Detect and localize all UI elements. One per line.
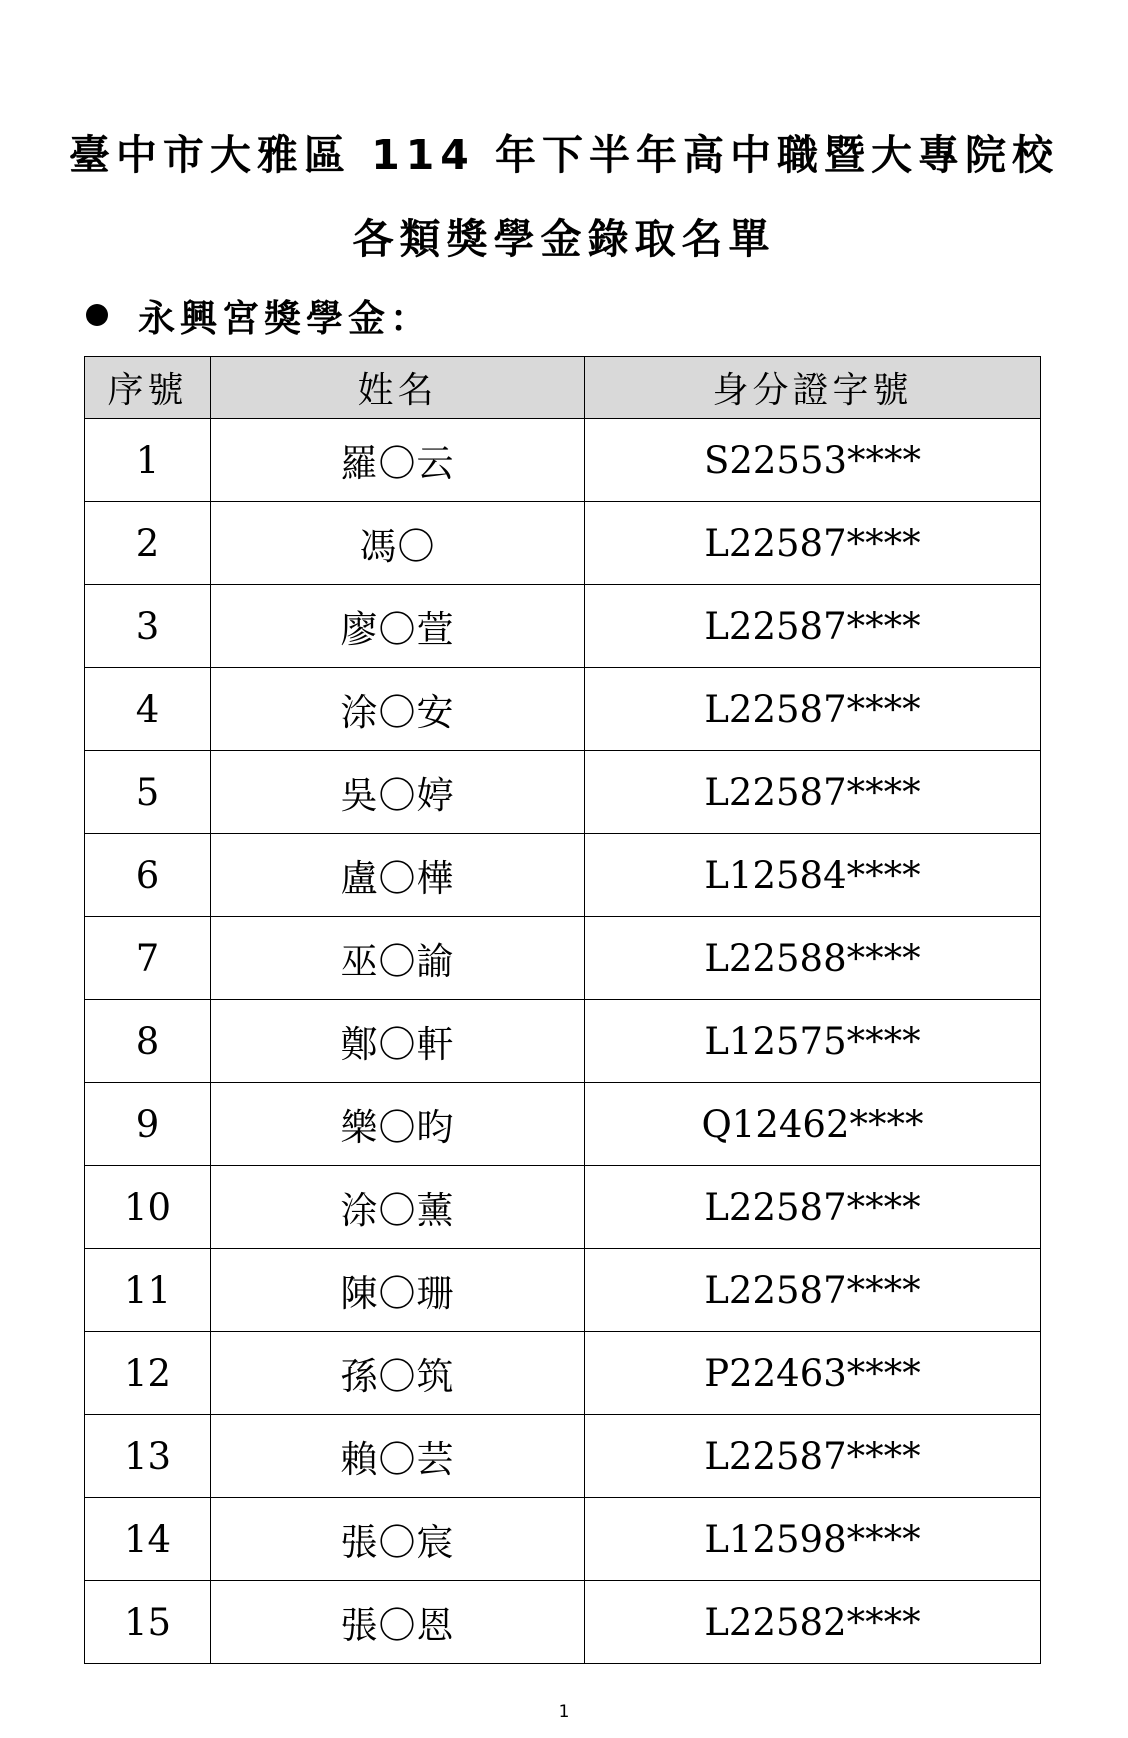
cell-number: 8 [85, 1000, 211, 1083]
cell-number: 6 [85, 834, 211, 917]
table-row [85, 1249, 1041, 1332]
cell-name: 賴〇芸 [211, 1415, 585, 1498]
cell-id: P22463**** [585, 1332, 1041, 1415]
table-row [85, 834, 1041, 917]
table-row [85, 1166, 1041, 1249]
cell-number: 3 [85, 585, 211, 668]
header-name: 姓名 [211, 357, 585, 419]
cell-number: 2 [85, 502, 211, 585]
table-row [85, 1332, 1041, 1415]
cell-name: 巫〇諭 [211, 917, 585, 1000]
cell-id: L22582**** [585, 1581, 1041, 1664]
cell-number: 15 [85, 1581, 211, 1664]
cell-name: 張〇宸 [211, 1498, 585, 1581]
table-header-row [85, 357, 1041, 419]
bullet-icon [86, 304, 108, 326]
table-row [85, 419, 1041, 502]
cell-name: 盧〇樺 [211, 834, 585, 917]
cell-id: L22588**** [585, 917, 1041, 1000]
table-row [85, 751, 1041, 834]
cell-name: 羅〇云 [211, 419, 585, 502]
cell-name: 吳〇婷 [211, 751, 585, 834]
cell-name: 涂〇薰 [211, 1166, 585, 1249]
cell-name: 馮〇 [211, 502, 585, 585]
table-row [85, 1498, 1041, 1581]
table-row [85, 1000, 1041, 1083]
table-row [85, 1415, 1041, 1498]
cell-id: L22587**** [585, 668, 1041, 751]
document-subtitle: 各類獎學金錄取名單 [352, 215, 776, 263]
cell-name: 涂〇安 [211, 668, 585, 751]
cell-name: 樂〇昀 [211, 1083, 585, 1166]
document-title: 臺中市大雅區 114 年下半年高中職暨大專院校 [68, 131, 1060, 179]
cell-id: L22587**** [585, 502, 1041, 585]
cell-number: 5 [85, 751, 211, 834]
cell-id: L22587**** [585, 1166, 1041, 1249]
cell-id: S22553**** [585, 419, 1041, 502]
header-number: 序號 [85, 357, 211, 419]
table-row [85, 668, 1041, 751]
table-row [85, 585, 1041, 668]
table-row [85, 1083, 1041, 1166]
cell-name: 鄭〇軒 [211, 1000, 585, 1083]
cell-id: L22587**** [585, 751, 1041, 834]
cell-name: 張〇恩 [211, 1581, 585, 1664]
cell-number: 9 [85, 1083, 211, 1166]
table-row [85, 502, 1041, 585]
cell-number: 12 [85, 1332, 211, 1415]
table-row [85, 917, 1041, 1000]
cell-number: 11 [85, 1249, 211, 1332]
cell-id: L12575**** [585, 1000, 1041, 1083]
cell-number: 4 [85, 668, 211, 751]
cell-number: 14 [85, 1498, 211, 1581]
cell-name: 陳〇珊 [211, 1249, 585, 1332]
cell-id: L12598**** [585, 1498, 1041, 1581]
section-label: 永興宮獎學金： [138, 297, 432, 340]
cell-id: L12584**** [585, 834, 1041, 917]
cell-name: 廖〇萱 [211, 585, 585, 668]
section-heading [86, 288, 432, 342]
cell-id: Q12462**** [585, 1083, 1041, 1166]
page-number: 1 [558, 1702, 570, 1722]
cell-id: L22587**** [585, 1415, 1041, 1498]
cell-number: 1 [85, 419, 211, 502]
cell-number: 10 [85, 1166, 211, 1249]
table-row [85, 1581, 1041, 1664]
cell-id: L22587**** [585, 585, 1041, 668]
cell-number: 7 [85, 917, 211, 1000]
cell-id: L22587**** [585, 1249, 1041, 1332]
header-id: 身分證字號 [585, 357, 1041, 419]
cell-name: 孫〇筑 [211, 1332, 585, 1415]
scholarship-table [84, 356, 1041, 1664]
cell-number: 13 [85, 1415, 211, 1498]
